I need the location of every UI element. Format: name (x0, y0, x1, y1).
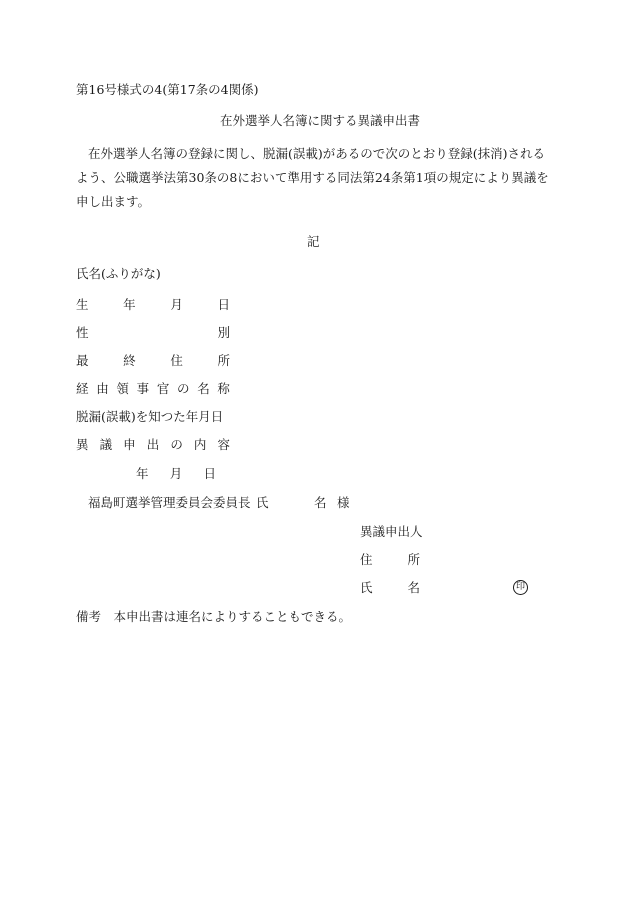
field-consulate (76, 383, 230, 396)
addressee-shi: 氏 (256, 495, 269, 510)
field-objection-char: 申 (123, 437, 136, 452)
date-year: 年 (136, 466, 149, 481)
addressee-title: 福島町選挙管理委員会委員長 (88, 495, 251, 510)
field-birthdate-char: 日 (217, 297, 230, 312)
addressee-sama: 様 (337, 495, 350, 510)
date-month: 月 (169, 466, 183, 481)
field-last-address-char: 所 (217, 353, 230, 368)
field-last-address-char: 住 (170, 353, 183, 368)
applicant-name-char: 氏 (360, 580, 373, 595)
field-last-address (76, 355, 230, 368)
field-consulate-char: 官 (156, 381, 170, 396)
field-birthdate-char: 生 (76, 297, 89, 312)
field-consulate-char: 事 (136, 381, 150, 396)
field-birthdate-char: 年 (123, 297, 136, 312)
field-objection-char: 異 (76, 437, 89, 452)
field-sex (76, 327, 230, 340)
field-consulate-char: の (177, 381, 190, 396)
applicant-address-char: 住 (360, 552, 373, 567)
ki-heading: 記 (307, 234, 320, 249)
field-consulate-char: 経 (76, 381, 89, 396)
field-consulate-char: 由 (96, 381, 109, 396)
applicant-name (360, 582, 420, 595)
field-last-address-char: 最 (76, 353, 89, 368)
applicant-name-char: 名 (407, 580, 420, 595)
field-birthdate-char: 月 (170, 297, 183, 312)
field-sex-char: 性 (76, 325, 89, 340)
seal-mark: 印 (513, 580, 528, 595)
field-consulate-char: 領 (116, 381, 129, 396)
field-sex-char: 別 (217, 325, 230, 340)
field-omission-date: 脱漏(誤載)を知つた年月日 (76, 409, 224, 424)
field-consulate-char: 称 (217, 381, 230, 396)
field-objection-char: 出 (146, 437, 160, 452)
field-objection-char: 内 (193, 437, 207, 452)
field-objection-char: 議 (99, 437, 113, 452)
body-paragraph: 在外選挙人名簿の登録に関し、脱漏(誤載)があるので次のとおり登録(抹消)されるよう、公職選挙法第30条の8において準用する同法第24条第1項の規定により異議を申し出ます。 (76, 146, 549, 209)
remarks: 備考 本申出書は連名によりすることもできる。 (76, 609, 352, 624)
field-consulate-char: 名 (197, 381, 210, 396)
applicant-address-char: 所 (407, 552, 420, 567)
document-title: 在外選挙人名簿に関する異議申出書 (220, 113, 421, 128)
field-objection-char: の (170, 437, 183, 452)
applicant-label: 異議申出人 (360, 524, 423, 539)
field-objection-content (76, 439, 230, 452)
applicant-address (360, 554, 420, 567)
field-objection-char: 容 (217, 437, 230, 452)
date-day: 日 (203, 466, 216, 481)
field-last-address-char: 終 (123, 353, 136, 368)
date-line (136, 468, 216, 481)
addressee-mei: 名 (314, 495, 327, 510)
field-name-furigana: 氏名(ふりがな) (76, 266, 161, 281)
field-birthdate (76, 299, 230, 312)
form-number: 第16号様式の4(第17条の4関係) (76, 82, 259, 97)
